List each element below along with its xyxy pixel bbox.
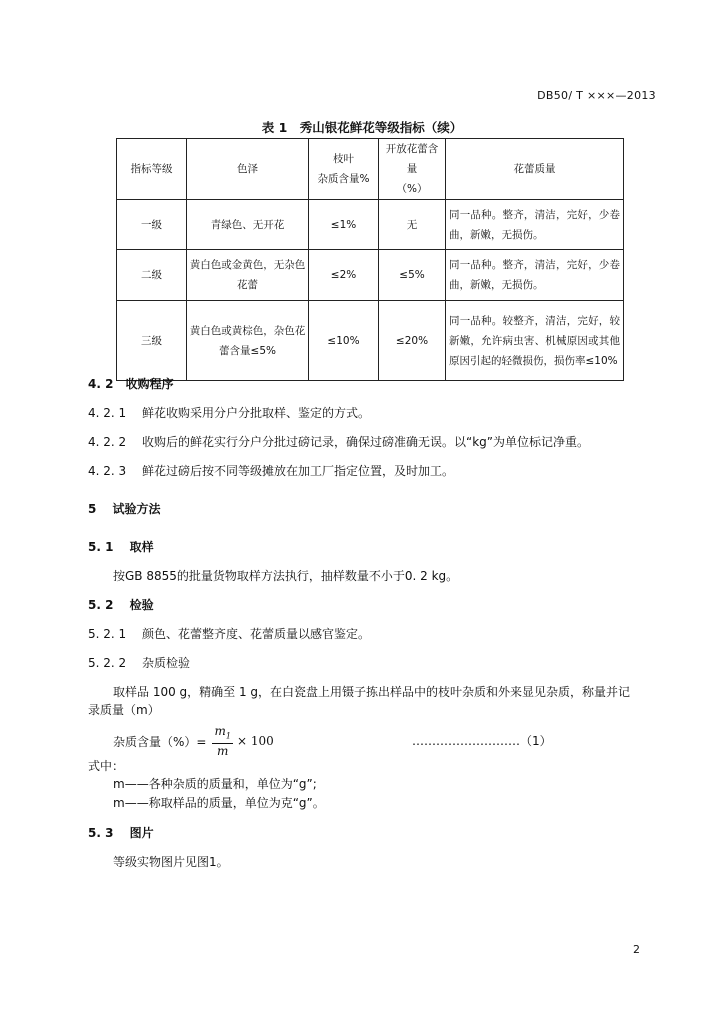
- section-number: 5: [88, 502, 97, 516]
- clause-4-2-1: [88, 404, 370, 421]
- clause-number: 5. 2. 1: [88, 627, 127, 641]
- clause-4-2-3: [88, 462, 454, 479]
- header-cell: 色泽: [187, 139, 309, 200]
- section-title: 取样: [129, 540, 154, 554]
- table-cell: 黄白色或黄棕色，杂色花蕾含量≤5%: [187, 301, 309, 381]
- section-5: [88, 500, 161, 517]
- table-row: [117, 200, 624, 250]
- table-cell: 无: [379, 200, 446, 250]
- formula-rhs: × 100: [236, 734, 274, 748]
- section-number: 5. 2: [88, 598, 114, 612]
- table-cell: 一级: [117, 200, 187, 250]
- formula-lhs: 杂质含量（%）=: [113, 734, 207, 749]
- clause-4-2-2: [88, 433, 589, 450]
- table-caption: 表 1 秀山银花鲜花等级指标（续）: [261, 120, 463, 135]
- formula-numerator: $m_1$: [212, 724, 232, 744]
- clause-5-2-2: [88, 654, 190, 671]
- clause-5-2-1: [88, 625, 370, 642]
- clause-title: 杂质检验: [142, 656, 191, 670]
- header-cell: 花蕾质量: [446, 139, 624, 200]
- sampling-text: 按GB 8855的批量货物取样方法执行，抽样数量不小于0. 2 kg。: [113, 569, 459, 583]
- table-header-row: [117, 139, 624, 200]
- page-number: 2: [633, 943, 640, 956]
- formula-fraction: [212, 724, 232, 758]
- section-number: 5. 3: [88, 826, 114, 840]
- header-cell: 枝叶 杂质含量%: [309, 139, 379, 200]
- definition-2: m——称取样品的质量，单位为克“g”。: [113, 796, 325, 810]
- impurity-paragraph-line2: 录质量（m）: [88, 703, 160, 717]
- clause-text: 鲜花收购采用分户分批取样、鉴定的方式。: [142, 406, 371, 420]
- table-cell: 黄白色或金黄色，无杂色花蕾: [187, 250, 309, 301]
- clause-number: 4. 2. 2: [88, 435, 127, 449]
- clause-number: 4. 2. 1: [88, 406, 127, 420]
- section-title: 图片: [129, 826, 154, 840]
- header-cell: 开放花蕾含量 （%）: [379, 139, 446, 200]
- section-number: 4. 2: [88, 377, 114, 391]
- table-cell: 同一品种。较整齐，清洁，完好，较新嫩，允许病虫害、机械原因或其他原因引起的轻微损伤，损伤率≤10%: [446, 301, 624, 381]
- section-title: 检验: [129, 598, 154, 612]
- where-label: 式中：: [88, 759, 125, 773]
- formula-denominator: m: [217, 744, 229, 759]
- table-cell: ≤2%: [309, 250, 379, 301]
- section-5-3: [88, 824, 154, 841]
- formula-number: ………………………（1）: [412, 734, 552, 748]
- table-row: [117, 250, 624, 301]
- table-cell: 青绿色、无开花: [187, 200, 309, 250]
- clause-text: 颜色、花蕾整齐度、花蕾质量以感官鉴定。: [142, 627, 371, 641]
- definition-1: m——各种杂质的质量和，单位为“g”;: [113, 777, 317, 791]
- table-cell: ≤20%: [379, 301, 446, 381]
- section-title: 收购程序: [125, 377, 174, 391]
- table-cell: 三级: [117, 301, 187, 381]
- impurity-formula: [113, 723, 274, 759]
- grade-table: [116, 138, 624, 381]
- section-number: 5. 1: [88, 540, 114, 554]
- table-cell: 同一品种。整齐，清洁，完好，少卷曲，新嫩，无损伤。: [446, 200, 624, 250]
- table-cell: ≤5%: [379, 250, 446, 301]
- clause-text: 收购后的鲜花实行分户分批过磅记录，确保过磅准确无误。以“kg”为单位标记净重。: [142, 435, 590, 449]
- figure-reference: 等级实物图片见图1。: [113, 855, 229, 869]
- table-cell: ≤1%: [309, 200, 379, 250]
- table-cell: ≤10%: [309, 301, 379, 381]
- section-5-1: [88, 538, 154, 555]
- table-cell: 二级: [117, 250, 187, 301]
- table-row: [117, 301, 624, 381]
- clause-text: 鲜花过磅后按不同等级摊放在加工厂指定位置，及时加工。: [142, 464, 455, 478]
- document-code: DB50/ T ×××—2013: [537, 89, 656, 102]
- clause-number: 4. 2. 3: [88, 464, 127, 478]
- impurity-paragraph-line1: 取样品 100 g，精确至 1 g，在白瓷盘上用镊子拣出样品中的枝叶杂质和外来显见杂质，称量并记: [113, 685, 631, 699]
- section-5-2: [88, 596, 154, 613]
- section-title: 试验方法: [112, 502, 161, 516]
- section-4-2: [88, 375, 174, 392]
- clause-number: 5. 2. 2: [88, 656, 127, 670]
- table-cell: 同一品种。整齐，清洁，完好，少卷曲，新嫩，无损伤。: [446, 250, 624, 301]
- header-cell: 指标等级: [117, 139, 187, 200]
